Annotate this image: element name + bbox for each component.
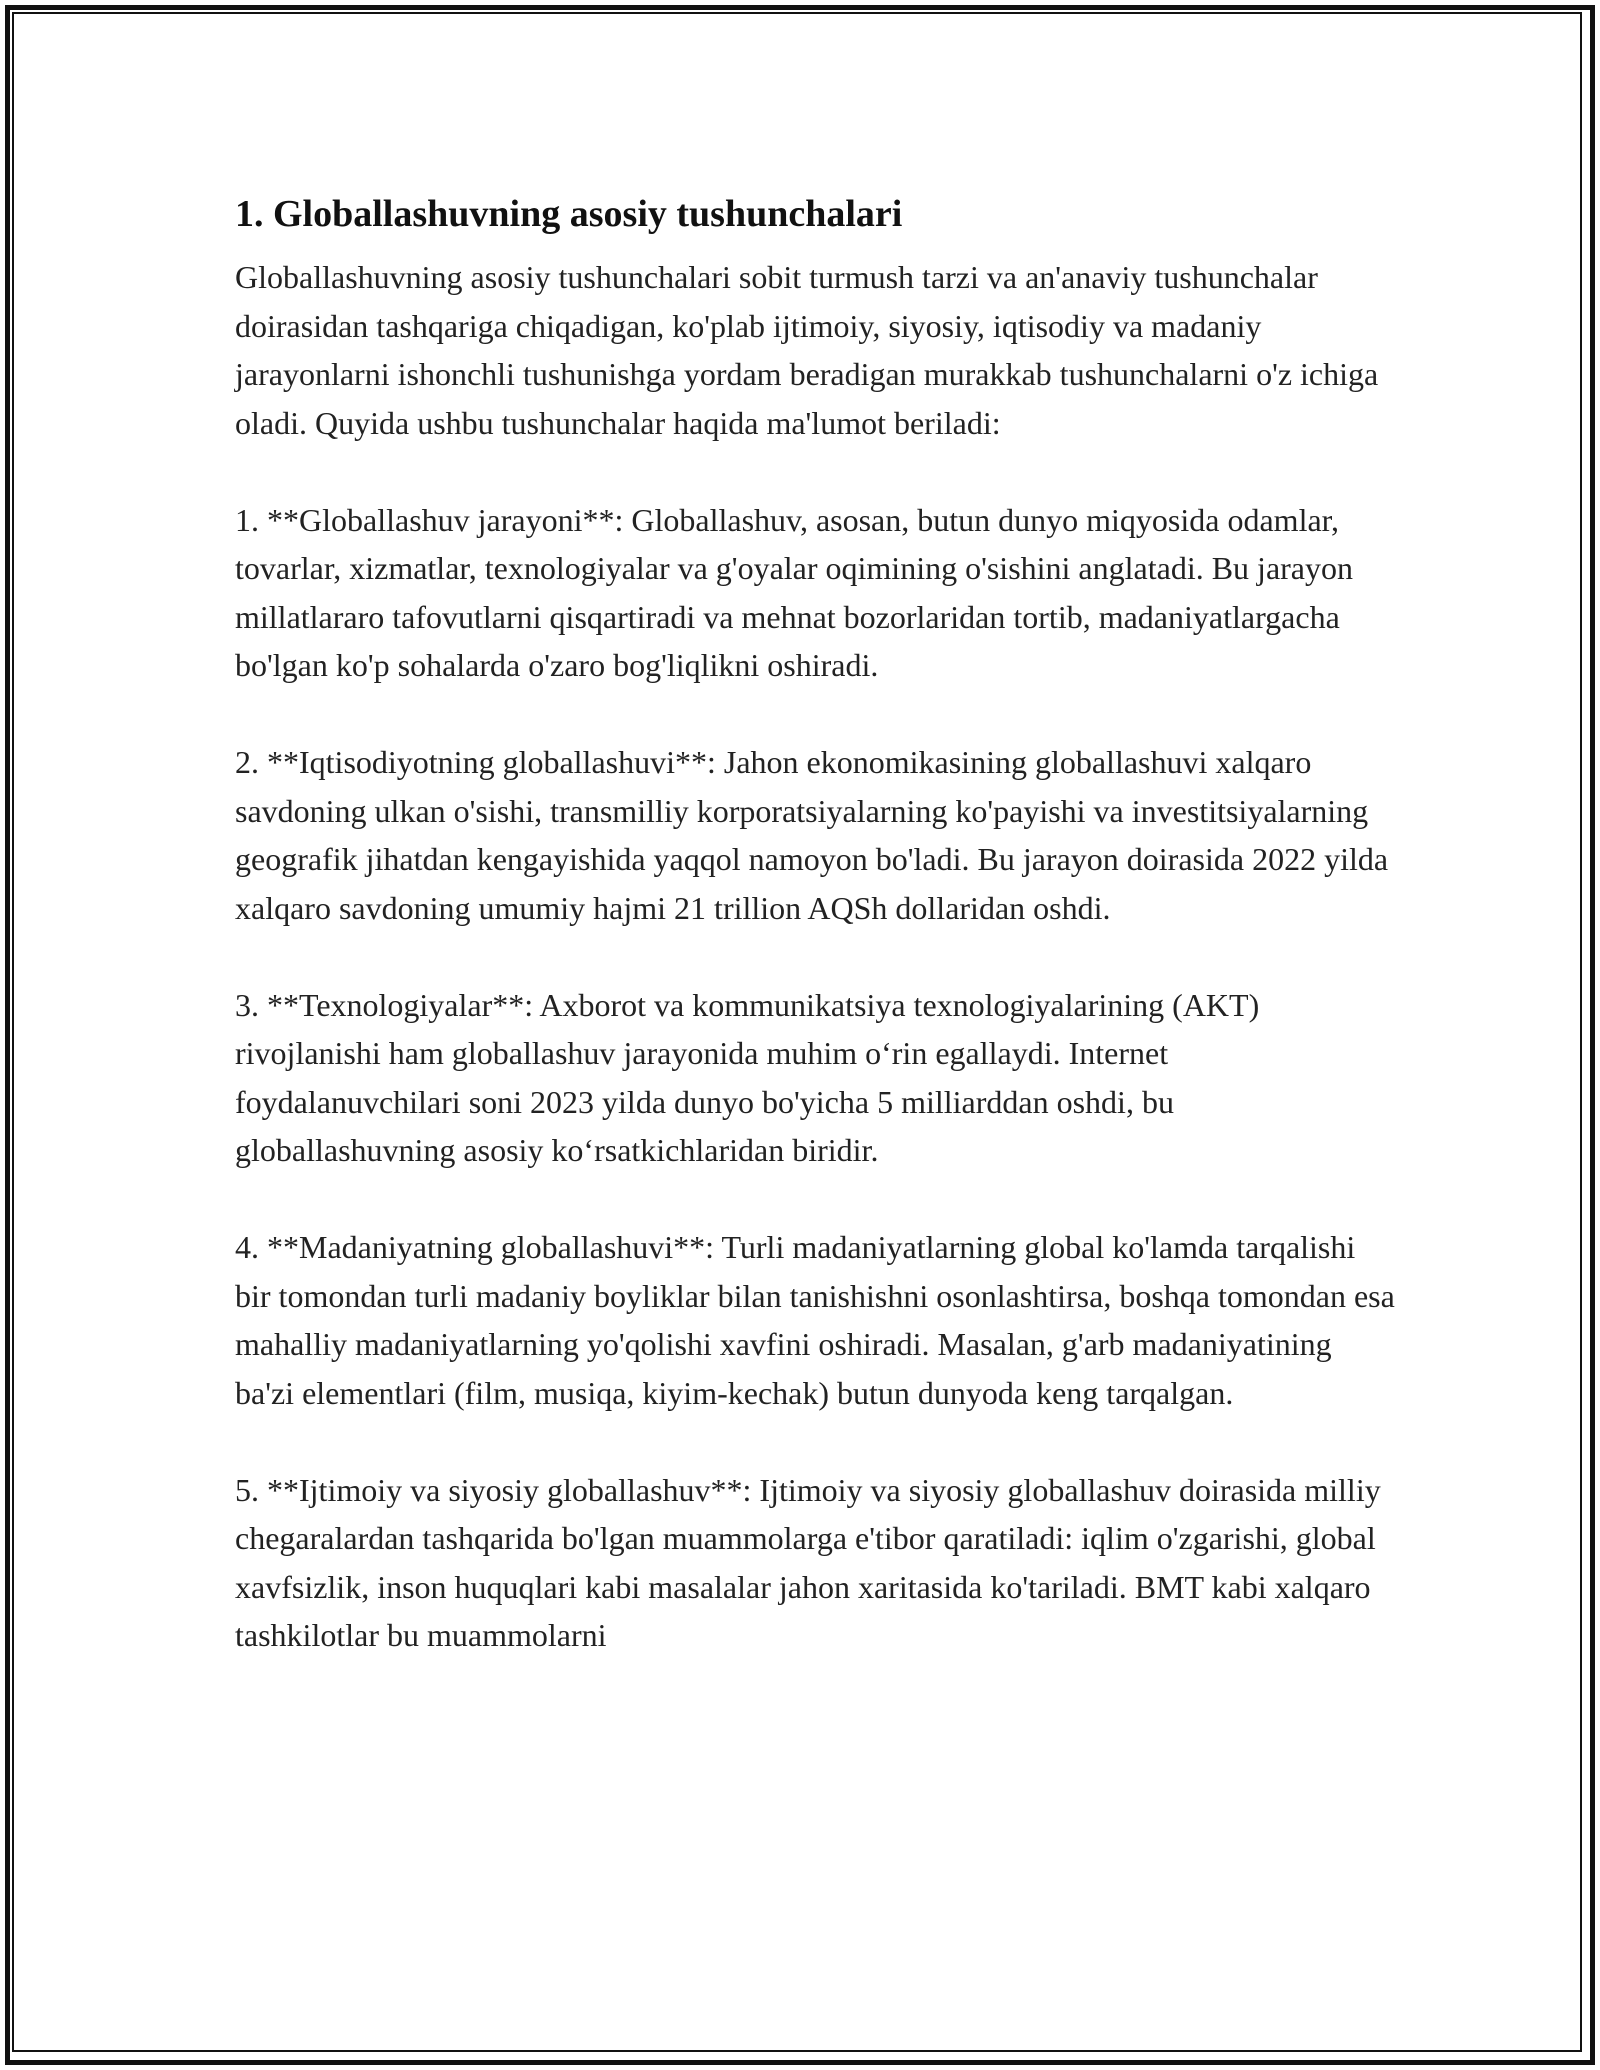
paragraph-cultural-globalization: 4. **Madaniyatning globallashuvi**: Turli madaniyatlarning global ko'lamda tarqalishi bir tomondan turli madaniy boyliklar bilan tanishishni osonlashtirsa, boshqa tomondan esa mahalliy madaniyatlarning yo'qolishi xavfini oshiradi. Masalan, g'arb madaniyatining ba'zi elementlari (film, musiqa, kiyim-kechak) butun dunyoda keng tarqalgan. bbox=[235, 1229, 1395, 1411]
intro-paragraph: Globallashuvning asosiy tushunchalari sobit turmush tarzi va an'anaviy tushunchalar doirasidan tashqariga chiqadigan, ko'plab ijtimoiy, siyosiy, iqtisodiy va madaniy jarayonlarni ishonchli tushunishga yordam beradigan murakkab tushunchalarni o'z ichiga oladi. Quyida ushbu tushunchalar haqida ma'lumot beriladi: bbox=[235, 259, 1379, 441]
paragraph-social-political-globalization: 5. **Ijtimoiy va siyosiy globallashuv**: Ijtimoiy va siyosiy globallashuv doirasida milliy chegaralardan tashqarida bo'lgan muammolarga e'tibor qaratiladi: iqlim o'zgarishi, global xavfsizlik, inson huquqlari kabi masalalar jahon xaritasida ko'tariladi. BMT kabi xalqaro tashkilotlar bu muammolarni bbox=[235, 1471, 1381, 1653]
document-page bbox=[235, 185, 1395, 1708]
paragraph-globalization-process: 1. **Globallashuv jarayoni**: Globallashuv, asosan, butun dunyo miqyosida odamlar, tovarlar, xizmatlar, texnologiyalar va g'oyalar oqimining o'sishini anglatadi. Bu jarayon millatlararo tafovutlarni qisqartiradi va mehnat bozorlaridan tortib, madaniyatlargacha bo'lgan ko'p sohalarda o'zaro bog'liqlikni oshiradi. bbox=[235, 501, 1353, 683]
paragraph-economic-globalization: 2. **Iqtisodiyotning globallashuvi**: Jahon ekonomikasining globallashuvi xalqaro savdoning ulkan o'sishi, transmilliy korporatsiyalarning ko'payishi va investitsiyalarning geografik jihatdan kengayishida yaqqol namoyon bo'ladi. Bu jarayon doirasida 2022 yilda xalqaro savdoning umumiy hajmi 21 trillion AQSh dollaridan oshdi. bbox=[235, 744, 1389, 926]
paragraph-technologies: 3. **Texnologiyalar**: Axborot va kommunikatsiya texnologiyalarining (AKT) rivojlanishi ham globallashuv jarayonida muhim o‘rin egallaydi. Internet foydalanuvchilari soni 2023 yilda dunyo bo'yicha 5 milliarddan oshdi, bu globallashuvning asosiy ko‘rsatkichlaridan biridir. bbox=[235, 986, 1260, 1168]
section-heading: 1. Globallashuvning asosiy tushunchalari bbox=[235, 193, 903, 235]
